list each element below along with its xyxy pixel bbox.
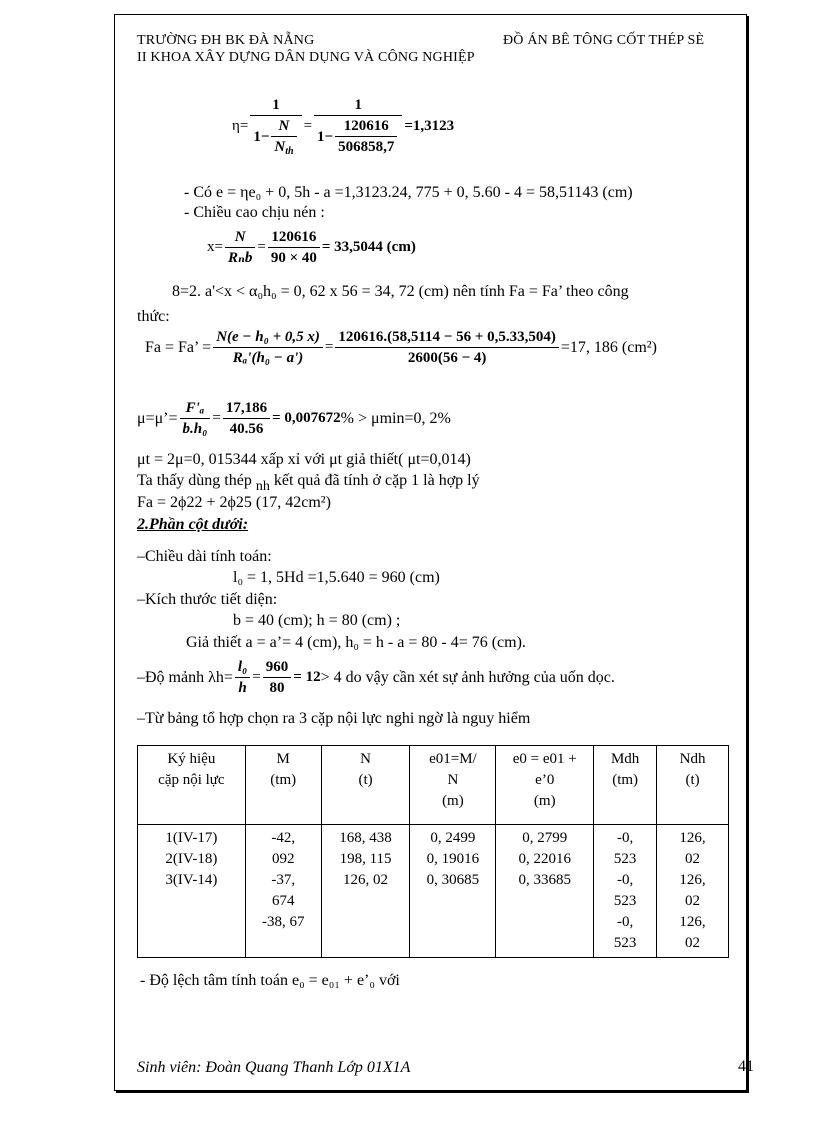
line-l0: l₀ = 1, 5Hd =1,5.640 = 960 (cm) [233,569,440,586]
td-e01: 0, 2499 0, 19016 0, 30685 [410,825,496,958]
eq-x-num: N [225,227,255,248]
eq-eta-nth: N [274,139,286,155]
eq-fa-num2: 120616.(58,5114 − 56 + 0,5.33,504) [335,327,559,348]
eq-fa-lhs: Fa = Fa’ = [145,338,212,356]
line-ta-sub: nh [255,479,270,494]
td-e0: 0, 2799 0, 22016 0, 33685 [496,825,594,958]
eq-eta-num1: 1 [250,95,301,116]
page-number: 41 [738,1058,754,1075]
eq-lambda: –Độ mảnh λh= $\frac{\text{l₀}}{h}$ = $\frac{960}{80}$ = 12 > 4 do vậy cần xét sự ảnh hưởng của uốn dọc. [137,659,615,696]
eq-eta-nval: 120616 [335,116,397,137]
eq-lambda-den2: 80 [269,680,285,696]
eq-mu-num2: 17,186 [223,398,270,419]
eq-mu-lhs: μ=μ’= [137,409,178,427]
td-n: 168, 438 198, 115 126, 02 [321,825,410,958]
eq-lambda-num2: 960 [263,657,292,678]
eq-fa-den2: 2600(56 − 4) [407,350,487,366]
line-8: 8=2. a'<x < α₀h₀ = 0, 62 x 56 = 34, 72 (cm) nên tính Fa = Fa’ theo công [172,283,629,300]
eq-lambda-result: = 12 [293,669,321,685]
eq-eta-one-minus: 1− [253,128,270,145]
eq-mu: μ=μ’= $\frac{\text{F'ₐ}}{\text{b.h₀}}$ = $\frac{17,186}{40.56}$ = 0,007672 % > μmin=0, 2% [137,400,451,437]
eq-mu-den2: 40.56 [229,421,264,437]
internal-force-table [137,745,729,958]
line-to-bang: –Từ bảng tổ hợp chọn ra 3 cặp nội lực nghi ngờ là nguy hiểm [137,710,531,727]
eq-eta-lhs: η= [232,117,249,134]
header-project: ĐỒ ÁN BÊ TÔNG CỐT THÉP SÈ [503,33,705,48]
eq-eta-th: th [285,146,294,157]
line-thuc: thức: [137,308,170,325]
line-chieu-dai: –Chiều dài tính toán: [137,548,272,565]
eq-eta-nthval: 506858,7 [338,139,395,155]
th-m: M (tm) [245,746,321,825]
th-mdh: Mdh (tm) [594,746,657,825]
eq-eta-num2: 1 [314,95,402,116]
table-row [138,825,729,958]
line-gia-thiet: Giả thiết a = a’= 4 (cm), h₀ = h - a = 80 - 4= 76 (cm). [186,634,526,651]
eq-lambda-tail: > 4 do vậy cần xét sự ảnh hưởng của uốn dọc. [320,668,615,686]
th-e01: e01=M/ N (m) [410,746,496,825]
line-ta [137,472,480,494]
section-2-text: 2.Phần cột dưới: [137,516,249,533]
eq-mu-tail: % > μmin=0, 2% [340,409,451,427]
th-e0: e0 = e01 + e’0 (m) [496,746,594,825]
line-kich-thuoc: –Kích thước tiết diện: [137,591,278,608]
eq-eta-n: N [271,116,296,137]
line-e: - Có e = ηe₀ + 0, 5h - a =1,3123.24, 775 + 0, 5.60 - 4 = 58,51143 (cm) [184,184,633,201]
eq-x: x= $\frac{N}{\text{Rₙb}}$ = $\frac{120616}{90 \times 40}$ = 33,5044 (cm) [207,229,416,266]
eq-mu-num: F'ₐ [180,398,211,419]
line-ta-rest: kết quả đã tính ở cặp 1 là hợp lý [273,472,480,489]
eq-mu-den: b.h₀ [182,421,208,437]
eq-x-den: Rₙb [227,250,253,266]
line-ta-text: Ta thấy dùng thép [137,472,252,489]
eq-eta: η= 1 1− $\frac{N}{N_{th}}$ = 1 1− $\frac{120616}{506858,7}$ =1,3123 [232,97,455,157]
td-ky-hieu: 1(IV-17) 2(IV-18) 3(IV-14) [138,825,246,958]
eq-fa-result: =17, 186 (cm²) [560,338,657,356]
td-ndh: 126, 02 126, 02 126, 02 [657,825,729,958]
eq-fa: Fa = Fa’ = $\frac{\text{N(e − h₀ + 0,5 x)}}{\text{Rₐ'(h₀ − a')}}$ = $\frac{120616.(58,5114 - 56 + 0,5.33,504)}{2600(56 - 4)}$ =17, 186 (cm²) [145,329,657,366]
line-x-title: - Chiều cao chịu nén : [184,204,325,221]
td-m: -42, 092 -37, 674 -38, 67 [245,825,321,958]
eq-x-lhs: x= [207,239,223,255]
table-header-row [138,746,729,825]
eq-lambda-den: h [238,680,247,696]
eq-x-result: = 33,5044 (cm) [321,239,416,255]
eq-x-num2: 120616 [268,227,320,248]
eq-fa-num: N(e − h₀ + 0,5 x) [213,327,323,348]
eq-lambda-num: l₀ [235,657,250,678]
line-mut: μt = 2μ=0, 015344 xấp xỉ với μt giả thiết( μt=0,014) [137,451,471,468]
line-fa-select: Fa = 2ϕ22 + 2ϕ25 (17, 42cm²) [137,494,331,511]
eq-lambda-lhs: –Độ mảnh λh= [137,668,233,686]
eq-eta-result: =1,3123 [404,117,455,134]
th-ky-hieu: Ký hiệu cặp nội lực [138,746,246,825]
th-n: N (t) [321,746,410,825]
eq-fa-den: Rₐ'(h₀ − a') [232,350,304,366]
eq-eta-one-minus2: 1− [317,128,334,145]
footer-student: Sinh viên: Đoàn Quang Thanh Lớp 01X1A [137,1059,411,1076]
line-do-lech: - Độ lệch tâm tính toán e₀ = e₀₁ + e’₀ với [140,972,400,989]
header-school: TRƯỜNG ĐH BK ĐÀ NẴNG [137,33,315,48]
eq-x-den2: 90 × 40 [270,250,317,266]
line-bh: b = 40 (cm); h = 80 (cm) ; [233,612,401,629]
header-faculty: II KHOA XÂY DỰNG DÂN DỤNG VÀ CÔNG NGHIỆP [137,50,475,65]
td-mdh: -0, 523 -0, 523 -0, 523 [594,825,657,958]
eq-mu-result: = 0,007672 [272,410,341,426]
section-2-title [137,516,248,534]
th-ndh: Ndh (t) [657,746,729,825]
